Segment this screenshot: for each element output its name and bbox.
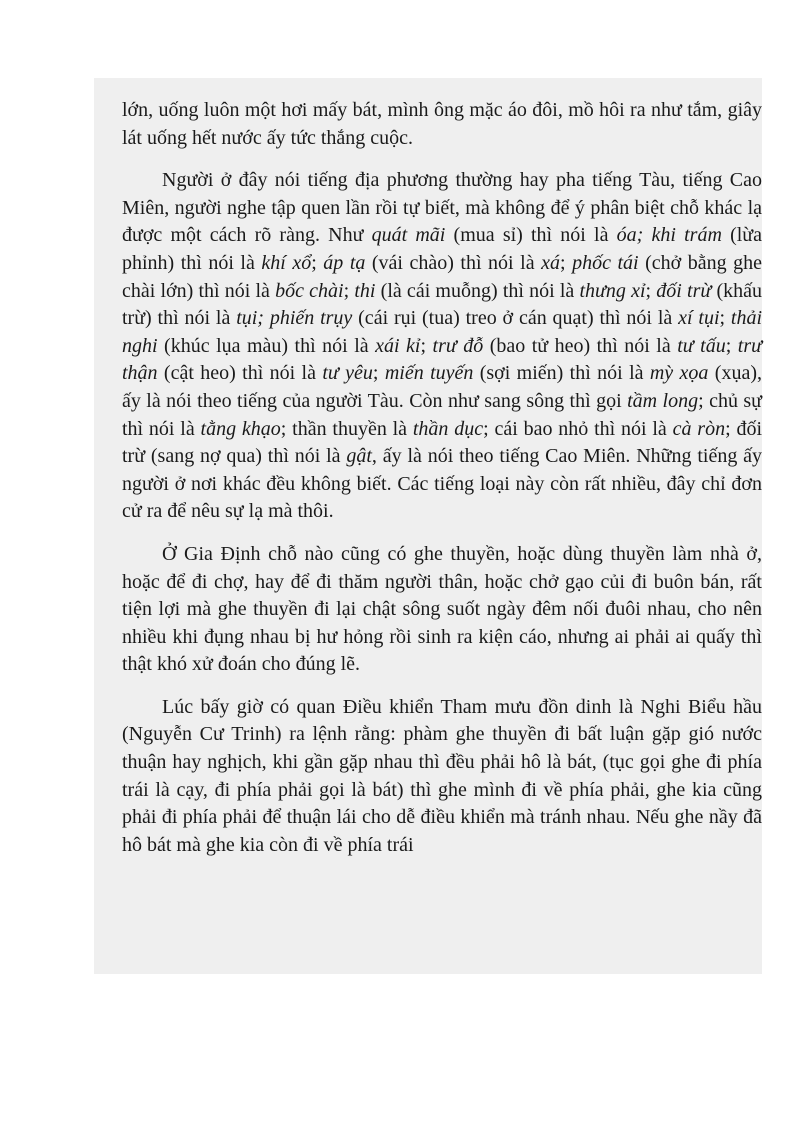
text-run: Lúc bấy giờ có quan Điều khiển Tham mưu đồn dinh là Nghi Biểu hầu (Nguyễn Cư Trinh) ra lệnh rằng: phàm ghe thuyền đi bất luận gặp gió nước thuận hay nghịch, khi gần gặp nhau thì đều phải hô là bát, (tục gọi ghe đi phía trái là cạy, đi phía phải gọi là bát) thì ghe mình đi về phía phải, ghe kia cũng phải đi phía phải để thuận lái cho dễ điều khiển mà tránh nhau. Nếu ghe nầy đã hô bát mà ghe kia còn đi về phía trái	[122, 695, 762, 856]
italic-term: xái kỉ	[375, 334, 421, 357]
text-run: (chở bằng ghe chài lớn) thì nói là	[122, 251, 762, 302]
italic-term: thần dục	[412, 417, 484, 440]
text-run	[643, 224, 651, 246]
italic-term: tư yêu	[322, 362, 373, 385]
text-run: Người ở đây nói tiếng địa phương thường hay pha tiếng Tàu, tiếng Cao Miên, người nghe tập quen lần rồi tự biết, mà không để ý phân biệt chỗ khác lạ được một cách rõ ràng. Như	[122, 169, 762, 247]
text-run: (cật heo) thì nói là	[157, 362, 323, 385]
italic-term: xá	[541, 251, 560, 274]
text-run: (lừa phỉnh) thì nói là	[122, 224, 763, 274]
text-run: (là cái muỗng) thì nói là	[375, 279, 580, 302]
text-run: (khấu trừ) thì nói là	[122, 279, 762, 330]
italic-term: trư đỗ	[432, 334, 484, 357]
italic-term: phiến trụy	[269, 307, 353, 330]
text-run: (mua sỉ) thì nói là	[445, 224, 617, 247]
text-run: ; đối trừ (sang nợ qua) thì nói là	[122, 417, 763, 468]
text-run: (sợi miến) thì nói là	[473, 362, 650, 385]
italic-term: tằng khạo	[200, 417, 281, 440]
text-run: ; chủ sự thì nói là	[122, 389, 762, 440]
italic-term: miến tuyến	[384, 362, 474, 385]
italic-term: thưng xỉ	[579, 279, 646, 302]
paragraph	[122, 694, 762, 860]
text-run: (xụa), ấy là nói theo tiếng của người Tàu. Còn như sang sông thì gọi	[122, 362, 762, 412]
text-run: ;	[645, 279, 657, 302]
italic-term: óa;	[616, 224, 644, 247]
italic-term: tụi;	[236, 307, 264, 330]
italic-term: áp tạ	[323, 251, 366, 274]
italic-term: khí xổ	[261, 251, 312, 274]
italic-term: trư thận	[122, 334, 763, 385]
italic-term: quát mãi	[371, 224, 446, 247]
text-run: Ở Gia Định chỗ nào cũng có ghe thuyền, hoặc dùng thuyền làm nhà ở, hoặc để đi chợ, hay để đi thăm người thân, hoặc chở gạo củi đi buôn bán, rất tiện lợi mà ghe thuyền đi lại chật sông suốt ngày đêm nối đuôi nhau, cho nên nhiều khi đụng nhau bị hư hỏng rồi sinh ra kiện cáo, nhưng ai phải ai quấy thì thật khó xử đoán cho đúng lẽ.	[122, 542, 762, 676]
text-run: ;	[559, 251, 573, 274]
text-run: (vái chào) thì nói là	[365, 251, 542, 274]
text-run: ;	[343, 279, 355, 302]
text-run: (khúc lụa màu) thì nói là	[157, 334, 376, 357]
italic-term: mỳ xọa	[649, 362, 709, 385]
text-run: ; thần thuyền là	[280, 417, 413, 440]
paragraph	[122, 167, 762, 526]
text-run: , ấy là nói theo tiếng Cao Miên. Những tiếng ấy người ở nơi khác đều không biết. Các tiếng loại này còn rất nhiều, đây chỉ đơn cử ra để nêu sự lạ mà thôi.	[122, 445, 763, 523]
text-run: ;	[420, 334, 433, 357]
italic-term: xí tụi	[678, 307, 720, 330]
text-run: ;	[311, 251, 324, 274]
italic-term: tầm long	[627, 389, 699, 412]
italic-term: đối trừ	[656, 279, 712, 302]
document-body	[122, 97, 762, 859]
paragraph	[122, 541, 762, 679]
italic-term: gật	[346, 445, 372, 468]
text-run: (cái rụi (tua) treo ở cán quạt) thì nói là	[352, 307, 679, 330]
paragraph	[122, 97, 762, 152]
italic-term: thi	[354, 279, 376, 302]
text-run: (bao tử heo) thì nói là	[483, 334, 678, 357]
italic-term: phốc tái	[572, 251, 639, 274]
italic-term: bốc chài	[275, 279, 344, 302]
italic-term: thải nghi	[122, 307, 763, 357]
text-run: lớn, uống luôn một hơi mấy bát, mình ông mặc áo đôi, mồ hôi ra như tắm, giây lát uống hết nước ấy tức thắng cuộc.	[122, 99, 762, 149]
italic-term: cà ròn	[672, 417, 726, 440]
text-run: ;	[719, 307, 731, 330]
italic-term: khi trám	[651, 224, 722, 247]
text-run: ;	[372, 362, 385, 385]
italic-term: tư tấu	[677, 334, 726, 357]
text-run: ;	[725, 334, 738, 357]
text-run: ; cái bao nhỏ thì nói là	[483, 417, 673, 440]
